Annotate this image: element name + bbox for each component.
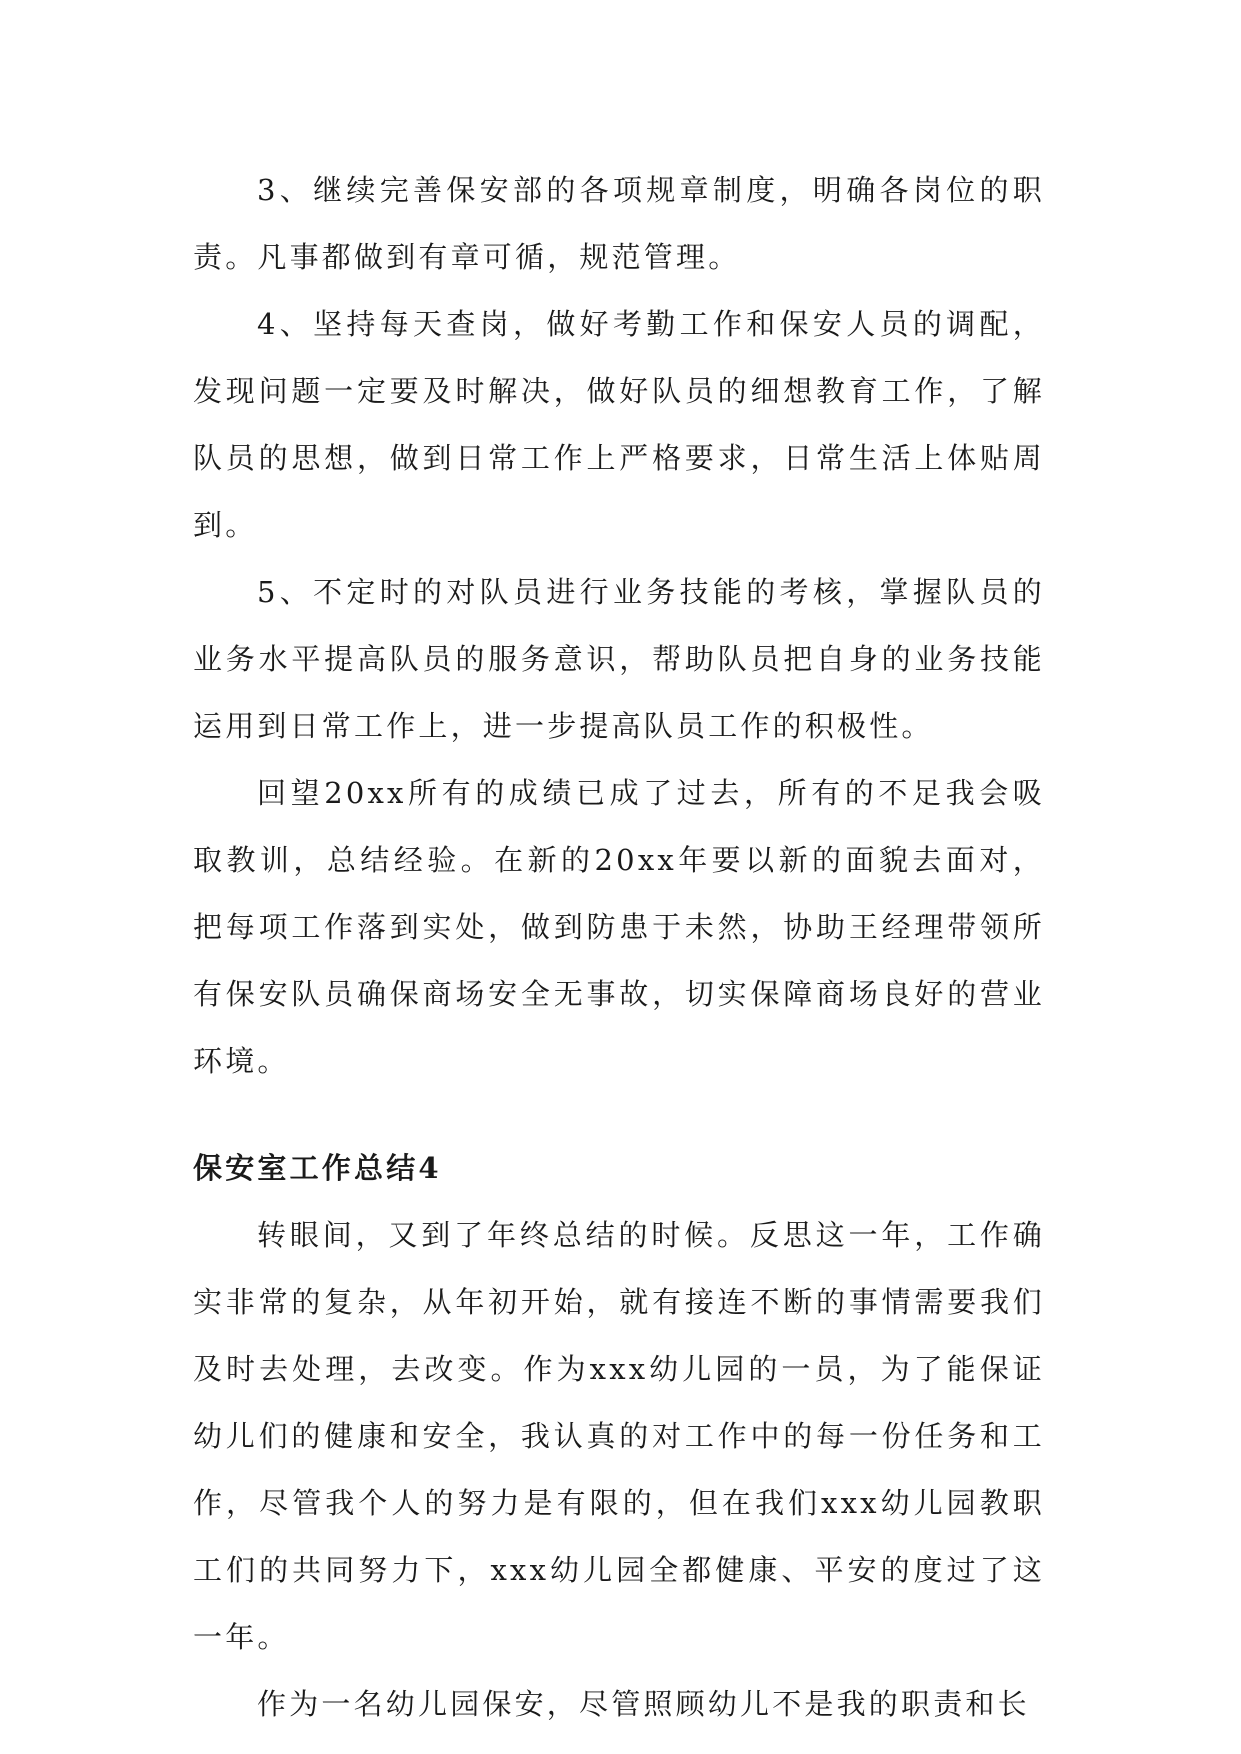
section-heading: 保安室工作总结4 <box>193 1151 442 1185</box>
paragraph-item-5: 5、不定时的对队员进行业务技能的考核，掌握队员的业务水平提高队员的服务意识，帮助队员把自身的业务技能运用到日常工作上，进一步提高队员工作的积极性。 <box>193 575 1045 743</box>
paragraph-continued: 作为一名幼儿园保安，尽管照顾幼儿不是我的职责和长 <box>257 1687 1030 1721</box>
paragraph-item-4: 4、坚持每天查岗，做好考勤工作和保安人员的调配，发现问题一定要及时解决，做好队员的细想教育工作，了解队员的思想，做到日常工作上严格要求，日常生活上体贴周到。 <box>193 307 1045 542</box>
document-body <box>193 157 1045 1738</box>
paragraph-intro: 转眼间，又到了年终总结的时候。反思这一年，工作确实非常的复杂，从年初开始，就有接连不断的事情需要我们及时去处理，去改变。作为xxx幼儿园的一员，为了能保证幼儿们的健康和安全，我认真的对工作中的每一份任务和工作，尽管我个人的努力是有限的，但在我们xxx幼儿园教职工们的共同努力下，xxx幼儿园全都健康、平安的度过了这一年。 <box>193 1218 1045 1654</box>
paragraph-item-3: 3、继续完善保安部的各项规章制度，明确各岗位的职责。凡事都做到有章可循，规范管理。 <box>193 173 1045 274</box>
paragraph-review: 回望20xx所有的成绩已成了过去，所有的不足我会吸取教训，总结经验。在新的20xx年要以新的面貌去面对，把每项工作落到实处，做到防患于未然，协助王经理带领所有保安队员确保商场安全无事故，切实保障商场良好的营业环境。 <box>193 776 1045 1078</box>
